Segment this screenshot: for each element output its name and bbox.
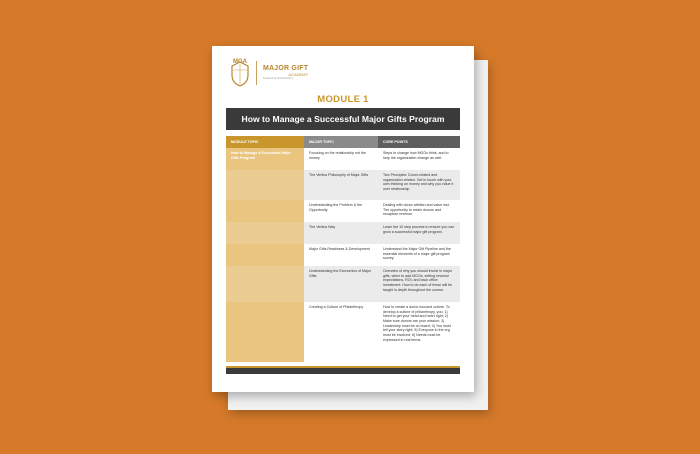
document-page — [212, 46, 474, 392]
topics-table — [226, 136, 460, 362]
logo-title: MAJOR GIFT — [263, 65, 309, 73]
module-topic-cell: How to Manage a Successful Major Gifts Program — [226, 148, 304, 170]
logo — [229, 58, 308, 88]
core-points-cell: Two Principles: Donor-related and organization-related. Get in touch with your own thinking on money and why you value it over relationship — [378, 170, 460, 200]
core-points-cell: Dealing with donor attrition and value lost. The opportunity to retain donors and recapture revenue. — [378, 200, 460, 222]
document-title: How to Manage a Successful Major Gifts Program — [226, 108, 460, 130]
module-heading: MODULE 1 — [317, 94, 369, 105]
table-row — [226, 266, 460, 302]
core-points-cell: Steps to change how MGOs think, and to help the organization change as well. — [378, 148, 460, 170]
logo-subtitle: ACADEMY — [288, 72, 309, 78]
module-topic-cell — [226, 222, 304, 244]
table-row — [226, 222, 460, 244]
core-points-cell: Learn the 10 step process to ensure you can grow a successful major gift program. — [378, 222, 460, 244]
major-topic-cell: Understanding the Economics of Major Gifts — [304, 266, 378, 302]
core-points-cell: How to create a donor-focused culture. To develop a culture of philanthropy, you: 1) Need to get your head and heart right; 2) Make sure donors are your mission; 3) Leadership must be on board; 4) You must tell your story right; 5) Everyone in the org must be involved; 6) Needs must be expressed in real terms. — [378, 302, 460, 362]
footer-bar — [226, 368, 460, 374]
table-row — [226, 148, 460, 170]
major-topic-cell: The Veritus Philosophy of Major Gifts — [304, 170, 378, 200]
table-row — [226, 170, 460, 200]
logo-mark-text: MGA — [233, 59, 247, 65]
core-points-cell: Understand the Major Gift Pipeline and the essential elements of a major gift program survey. — [378, 244, 460, 266]
major-topic-cell: The Veritus Way — [304, 222, 378, 244]
logo-text — [263, 65, 308, 81]
module-topic-cell — [226, 266, 304, 302]
module-topic-cell — [226, 170, 304, 200]
header-module-topic: MODULE TOPIC — [226, 136, 304, 148]
table-header — [226, 136, 460, 148]
table-row — [226, 244, 460, 266]
major-topic-cell: Focusing on the relationship not the money — [304, 148, 378, 170]
logo-tagline: Powered by Richard Perry — [263, 77, 294, 81]
header-major-topic: MAJOR TOPIC — [304, 136, 378, 148]
module-topic-cell — [226, 200, 304, 222]
shield-logo-icon — [229, 58, 251, 88]
header-core-points: CORE POINTS — [378, 136, 460, 148]
module-topic-cell — [226, 244, 304, 266]
major-topic-cell: Understanding the Problem & the Opportunity — [304, 200, 378, 222]
module-topic-cell — [226, 302, 304, 362]
table-row — [226, 200, 460, 222]
logo-divider — [256, 61, 257, 85]
major-topic-cell: Major Gifts Readiness & Development — [304, 244, 378, 266]
table-row — [226, 302, 460, 362]
major-topic-cell: Creating a Culture of Philanthropy — [304, 302, 378, 362]
core-points-cell: Overview of why you should invest in major gifts, when to add MGOs, setting revenue expectations, ROI, and back office investment. How to do each of these will be taught in-depth throughout the course. — [378, 266, 460, 302]
